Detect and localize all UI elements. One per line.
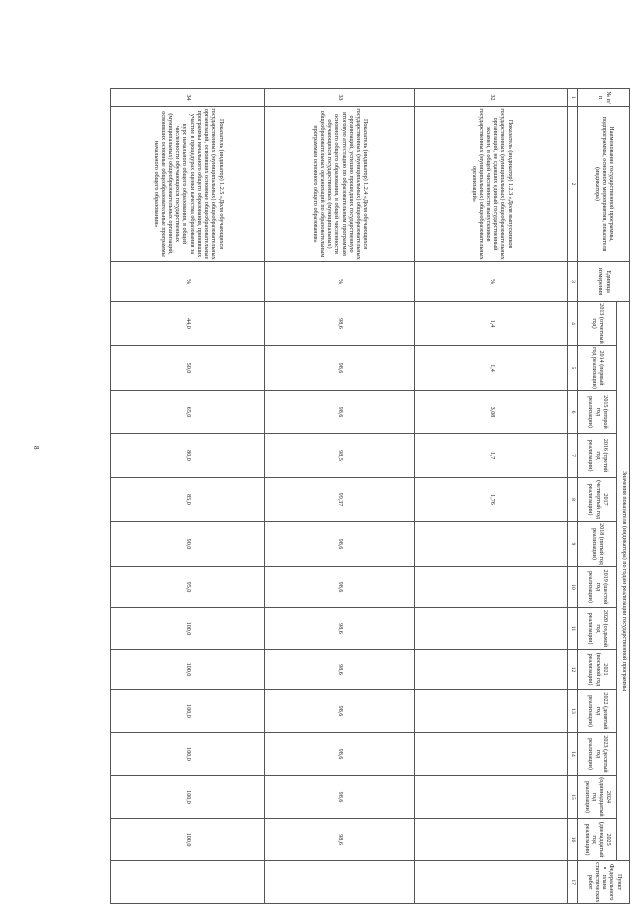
indicator-value: 95,0 (111, 567, 265, 608)
header-year: 2015 (второй год реализации) (578, 391, 617, 434)
header-year: 2016 (третий год реализации) (578, 434, 617, 478)
header-column-number: 11 (568, 608, 578, 650)
indicator-value: 99,37 (265, 478, 415, 522)
header-column-number: 9 (568, 522, 578, 567)
header-unit: Единица измерения (578, 262, 630, 302)
indicator-value: 100,0 (111, 819, 265, 861)
header-column-number: 6 (568, 391, 578, 434)
header-year: 2025 (двенадцатый год реализации) (578, 819, 617, 861)
header-year: 2023 (десятый год реализации) (578, 733, 617, 776)
header-year: 2024 (одиннадцатый год реализации) (578, 776, 617, 819)
indicator-value: 98,5 (265, 434, 415, 478)
indicator-value: 1,7 (415, 434, 568, 478)
header-column-number: 1 (568, 89, 578, 107)
indicator-unit: % (265, 262, 415, 302)
indicator-value: 98,6 (265, 567, 415, 608)
header-row-column-numbers (568, 89, 578, 904)
header-values-group: Значения показателя (индикатора) по годам реализации государственной программы (617, 302, 630, 861)
header-year: 2017 (четвертый год реализации) (578, 478, 617, 522)
indicator-name: Показатель (индикатор) 1.2.3 «Доля выпускников государственных (муниципальных) общеобразовательных организаций, не сдавших единый государственный экзамен, в общей численности выпускников государственных (муниципальных) общеобразовательных организаций» (415, 107, 568, 262)
indicator-value: 98,6 (265, 391, 415, 434)
indicator-value: 90,0 (111, 522, 265, 567)
indicator-value (415, 608, 568, 650)
indicator-unit: % (415, 262, 568, 302)
page-number: 8 (32, 446, 40, 450)
indicator-value: 100,0 (111, 690, 265, 733)
header-column-number: 7 (568, 434, 578, 478)
indicator-value: 98,6 (265, 650, 415, 690)
row-number: 34 (111, 89, 265, 107)
header-year: 2021 (восьмой год реализации) (578, 650, 617, 690)
indicator-value: 1,4 (415, 302, 568, 346)
header-year: 2022 (девятый год реализации) (578, 690, 617, 733)
indicator-value: 98,6 (265, 819, 415, 861)
indicator-value: 100,0 (111, 608, 265, 650)
indicator-name: Показатель (индикатор) 1.2.4 «Доля обучающихся государственных (муниципальных) общеобразовательных организаций, успешно прошедших государственную итоговую аттестацию по образовательным программам основного общего образования, в общей численности обучающихся государственных (муниципальных) общеобразовательных организаций по образовательным программам основного общего образования» (265, 107, 415, 262)
header-column-number: 5 (568, 346, 578, 391)
indicator-value: 50,0 (111, 346, 265, 391)
indicator-value: 98,6 (265, 608, 415, 650)
indicator-value: 85,0 (111, 478, 265, 522)
statistical-plan-link (111, 861, 265, 904)
statistical-plan-link (265, 861, 415, 904)
header-column-number: 15 (568, 776, 578, 819)
table-row (265, 89, 415, 904)
indicator-value: 98,6 (265, 522, 415, 567)
indicator-table (110, 88, 630, 904)
indicator-value: 98,6 (265, 302, 415, 346)
header-column-number: 10 (568, 567, 578, 608)
indicator-value (415, 819, 568, 861)
header-column-number: 4 (568, 302, 578, 346)
row-number: 33 (265, 89, 415, 107)
indicator-value (415, 733, 568, 776)
header-year: 2018 (пятый год реализации) (578, 522, 617, 567)
indicator-value: 100,0 (111, 650, 265, 690)
indicator-unit: % (111, 262, 265, 302)
header-column-number: 16 (568, 819, 578, 861)
indicator-value: 65,0 (111, 391, 265, 434)
header-link: Пункт Федерального плана статистических работ (578, 861, 630, 904)
header-column-number: 12 (568, 650, 578, 690)
indicator-value: 3,08 (415, 391, 568, 434)
row-number: 32 (415, 89, 568, 107)
indicator-value: 1,4 (415, 346, 568, 391)
indicator-name: Показатель (индикатор) 1.2.5 «Доля обучающихся государственных (муниципальных) общеобразовательных организаций, освоивших основные общеобразовательные программы начального общего образования, принявших участие в процедурах оценки качества образования за курс начального общего образования, в общей численности обучающихся государственных (муниципальных) общеобразовательных организаций, освоивших основные общеобразовательные программы начального общего образования» (111, 107, 265, 262)
header-year: 2014 (первый год реализации) (578, 346, 617, 391)
header-column-number: 3 (568, 262, 578, 302)
header-name: Наименование государственной программы, подпрограммы, основного мероприятия, показателя (индикатора) (578, 107, 630, 262)
header-column-number: 13 (568, 690, 578, 733)
table-row (415, 89, 568, 904)
indicator-value (415, 650, 568, 690)
indicator-value: 98,6 (265, 776, 415, 819)
header-column-number: 8 (568, 478, 578, 522)
header-year: 2019 (шестой год реализации) (578, 567, 617, 608)
header-row-1 (617, 89, 630, 904)
indicator-value (415, 776, 568, 819)
indicator-value: 44,0 (111, 302, 265, 346)
header-num: № п/п (578, 89, 630, 107)
header-column-number: 2 (568, 107, 578, 262)
header-column-number: 14 (568, 733, 578, 776)
table-row (111, 89, 265, 904)
indicator-value: 1,76 (415, 478, 568, 522)
indicator-value (415, 690, 568, 733)
indicator-value: 98,6 (265, 733, 415, 776)
indicator-value: 100,0 (111, 733, 265, 776)
header-column-number: 17 (568, 861, 578, 904)
header-year: 2020 (седьмой год реализации) (578, 608, 617, 650)
indicator-value (415, 522, 568, 567)
indicator-value: 98,6 (265, 346, 415, 391)
indicator-value: 100,0 (111, 776, 265, 819)
statistical-plan-link (415, 861, 568, 904)
indicator-value: 98,6 (265, 690, 415, 733)
indicator-table-rotated (152, 88, 630, 903)
indicator-value: 80,0 (111, 434, 265, 478)
header-year: 2013 (отчетный год) (578, 302, 617, 346)
indicator-value (415, 567, 568, 608)
